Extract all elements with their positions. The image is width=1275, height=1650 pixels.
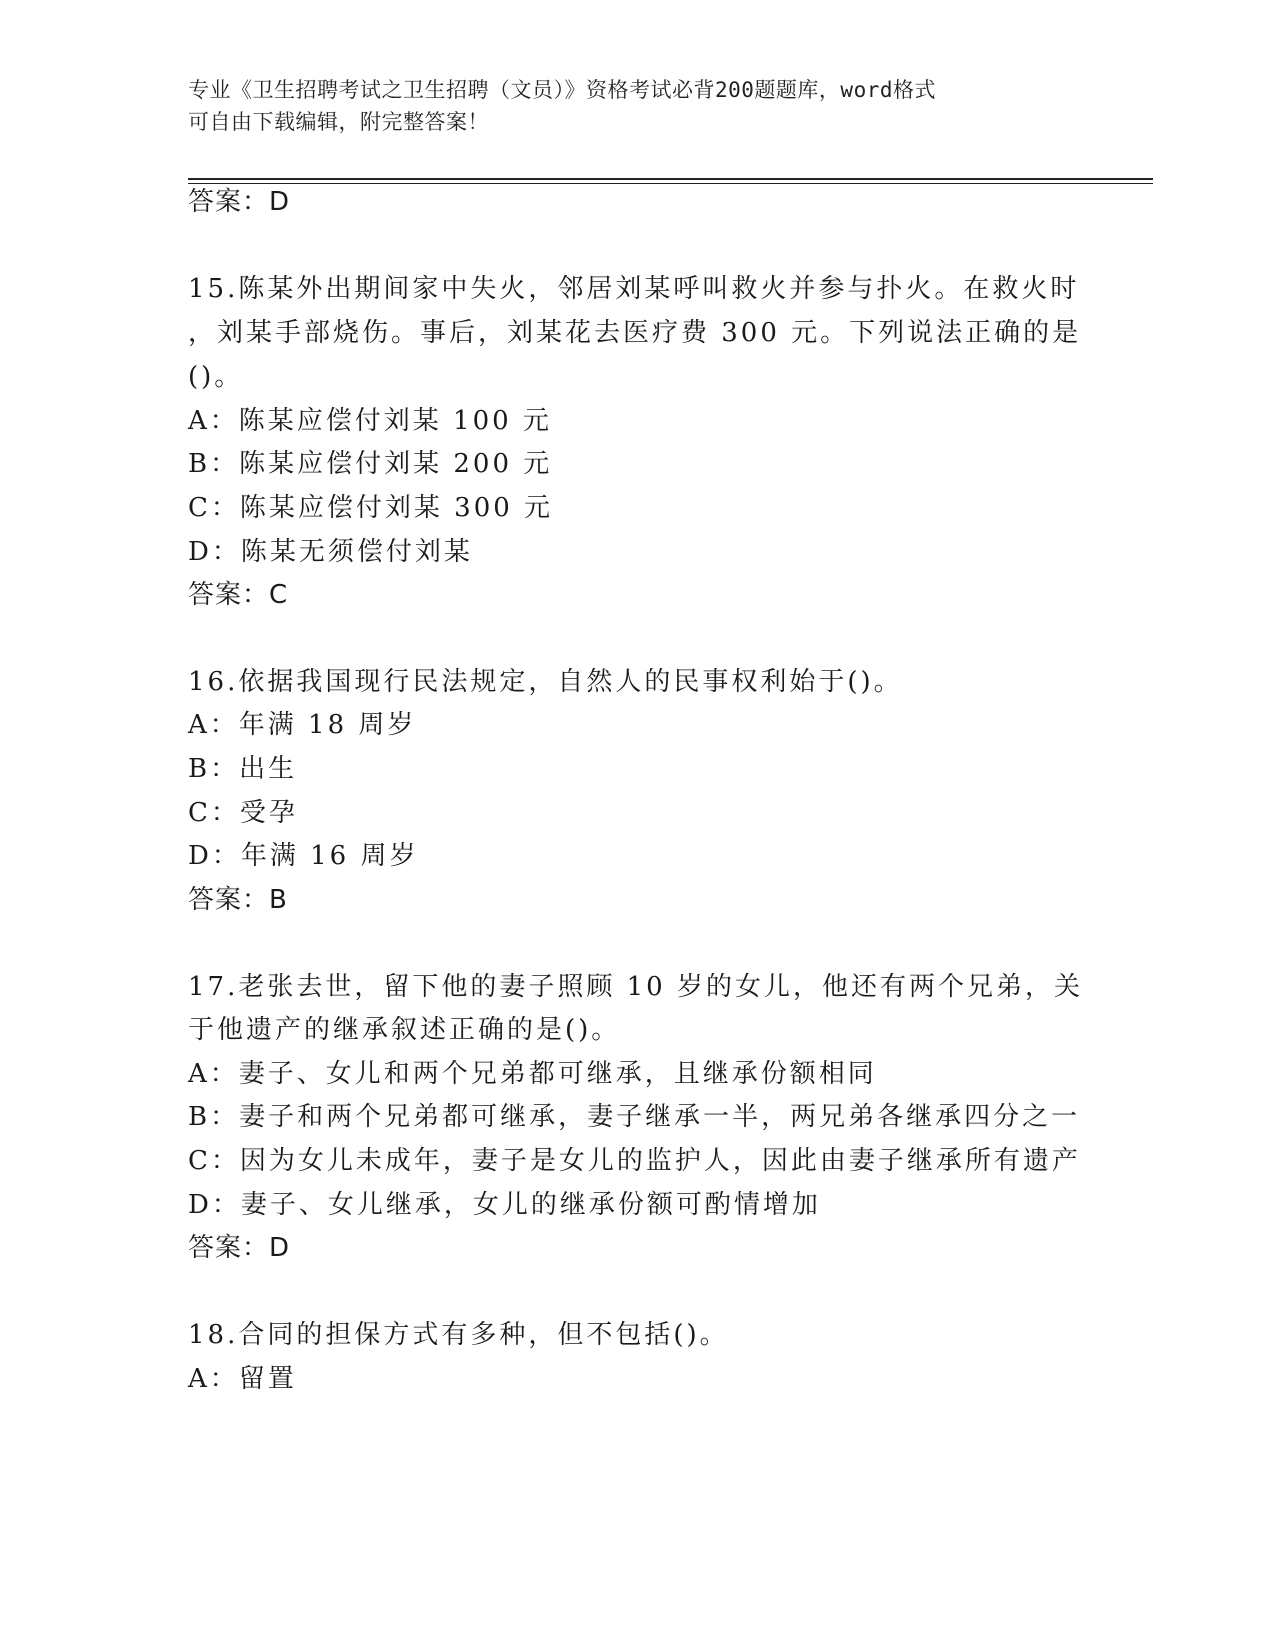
question-17-answer: 答案：D: [188, 1233, 291, 1263]
question-15-option-d: D：陈某无须偿付刘某: [188, 537, 473, 567]
question-16-text-line-1: 16.依据我国现行民法规定，自然人的民事权利始于()。: [188, 667, 903, 697]
question-15-text-line-1: 15.陈某外出期间家中失火，邻居刘某呼叫救火并参与扑火。在救火时: [188, 274, 1080, 304]
header-title-line-2: 可自由下载编辑，附完整答案！: [188, 110, 489, 134]
question-15-text-line-3: ()。: [188, 362, 244, 392]
question-15-option-a: A：陈某应偿付刘某 100 元: [188, 406, 552, 436]
question-16-answer: 答案：B: [188, 885, 288, 915]
question-15-answer: 答案：C: [188, 580, 289, 610]
question-17-option-d: D：妻子、女儿继承，女儿的继承份额可酌情增加: [188, 1190, 821, 1220]
question-18-text-line-1: 18.合同的担保方式有多种，但不包括()。: [188, 1320, 729, 1350]
question-16-option-b: B：出生: [188, 754, 298, 784]
question-17-option-c: C：因为女儿未成年，妻子是女儿的监护人，因此由妻子继承所有遗产: [188, 1146, 1081, 1176]
question-17-option-a: A：妻子、女儿和两个兄弟都可继承，且继承份额相同: [188, 1059, 877, 1089]
header-divider-thin: [188, 183, 1153, 184]
page-header: [188, 74, 1088, 138]
question-17-option-b: B：妻子和两个兄弟都可继承，妻子继承一半，两兄弟各继承四分之一: [188, 1102, 1081, 1132]
question-18-option-a: A：留置: [188, 1364, 297, 1394]
question-17-text-line-2: 于他遗产的继承叙述正确的是()。: [188, 1015, 621, 1045]
question-15-text-line-2: ，刘某手部烧伤。事后，刘某花去医疗费 300 元。下列说法正确的是: [188, 318, 1082, 348]
question-16-option-d: D：年满 16 周岁: [188, 841, 419, 871]
question-15-option-c: C：陈某应偿付刘某 300 元: [188, 493, 554, 523]
header-divider-thick: [188, 178, 1153, 180]
question-15-option-b: B：陈某应偿付刘某 200 元: [188, 449, 553, 479]
answer-previous: 答案：D: [188, 187, 291, 217]
question-16-option-a: A：年满 18 周岁: [188, 710, 417, 740]
question-16-option-c: C：受孕: [188, 798, 298, 828]
question-17-text-line-1: 17.老张去世，留下他的妻子照顾 10 岁的女儿，他还有两个兄弟，关: [188, 972, 1083, 1002]
header-title-line-1: 专业《卫生招聘考试之卫生招聘（文员）》资格考试必背200题题库，word格式: [188, 78, 936, 102]
